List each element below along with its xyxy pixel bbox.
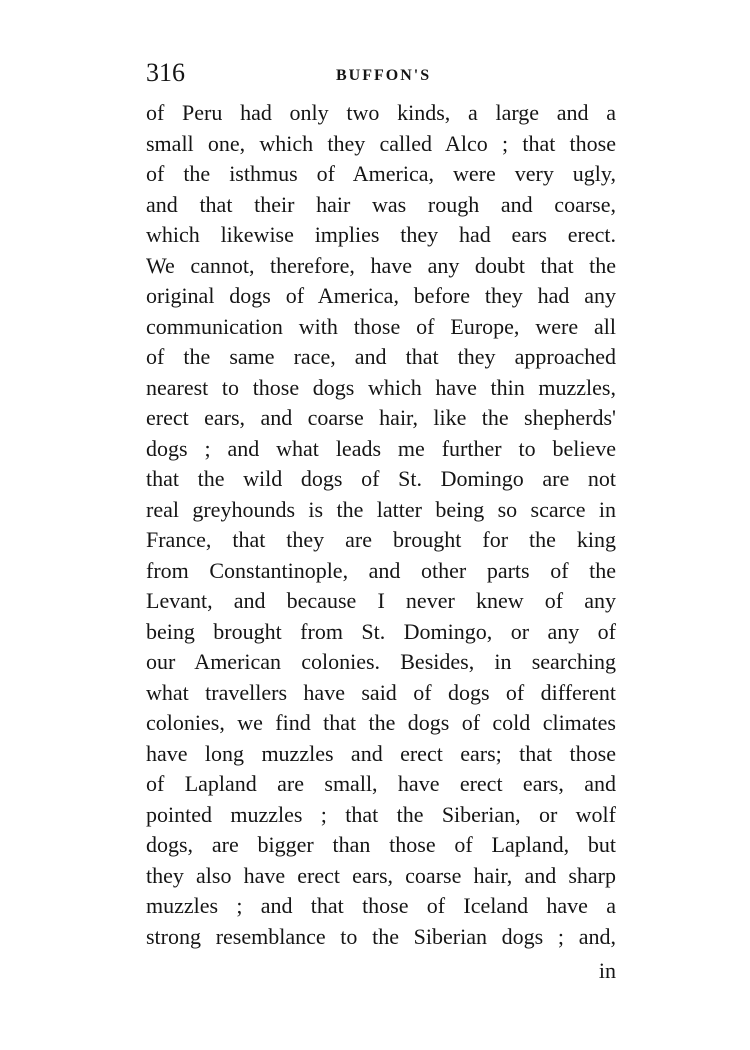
text-line: colonies, we find that the dogs of cold climates [146,710,616,735]
text-line: being brought from St. Domingo, or any of [146,618,616,644]
text-line: erect ears, and coarse hair, like the shepherds' [146,405,616,430]
text-line: muzzles ; and that those of Iceland have a [146,893,616,918]
text-line: our American colonies. Besides, in searching [146,649,616,674]
text-line: of the same race, and that they approached [146,344,616,369]
text-line: from Constantinople, and other parts of the [146,557,616,583]
text-line: small one, which they called Alco ; that those [146,130,616,156]
text-line: which likewise implies they had ears erect. [146,222,616,247]
text-line: original dogs of America, before they had any [146,283,616,308]
text-line: Levant, and because I never knew of any [146,588,616,613]
text-line: dogs ; and what leads me further to believe [146,435,616,461]
text-line: communication with those of Europe, were all [146,313,616,339]
text-line: have long muzzles and erect ears; that those [146,740,616,766]
text-line: real greyhounds is the latter being so scarce in [146,496,616,522]
running-head: BUFFON'S [336,67,432,84]
text-line: what travellers have said of dogs of different [146,679,616,705]
text-line: We cannot, therefore, have any doubt that the [146,252,616,278]
text-line: of the isthmus of America, were very ugly, [146,161,616,186]
text-line: they also have erect ears, coarse hair, and sharp [146,862,616,888]
text-line: of Peru had only two kinds, a large and a [146,100,616,125]
text-line: pointed muzzles ; that the Siberian, or wolf [146,801,616,827]
text-line: and that their hair was rough and coarse, [146,191,616,217]
body-text [146,98,616,952]
text-line: France, that they are brought for the king [146,527,616,552]
page-number: 316 [146,58,185,87]
text-line: of Lapland are small, have erect ears, and [146,771,616,796]
text-line: strong resemblance to the Siberian dogs ; and, [146,923,616,949]
page-header [146,58,616,92]
catchword: in [598,958,616,983]
text-line: dogs, are bigger than those of Lapland, but [146,832,616,857]
text-line: that the wild dogs of St. Domingo are not [146,466,616,491]
text-line: nearest to those dogs which have thin muzzles, [146,374,616,400]
